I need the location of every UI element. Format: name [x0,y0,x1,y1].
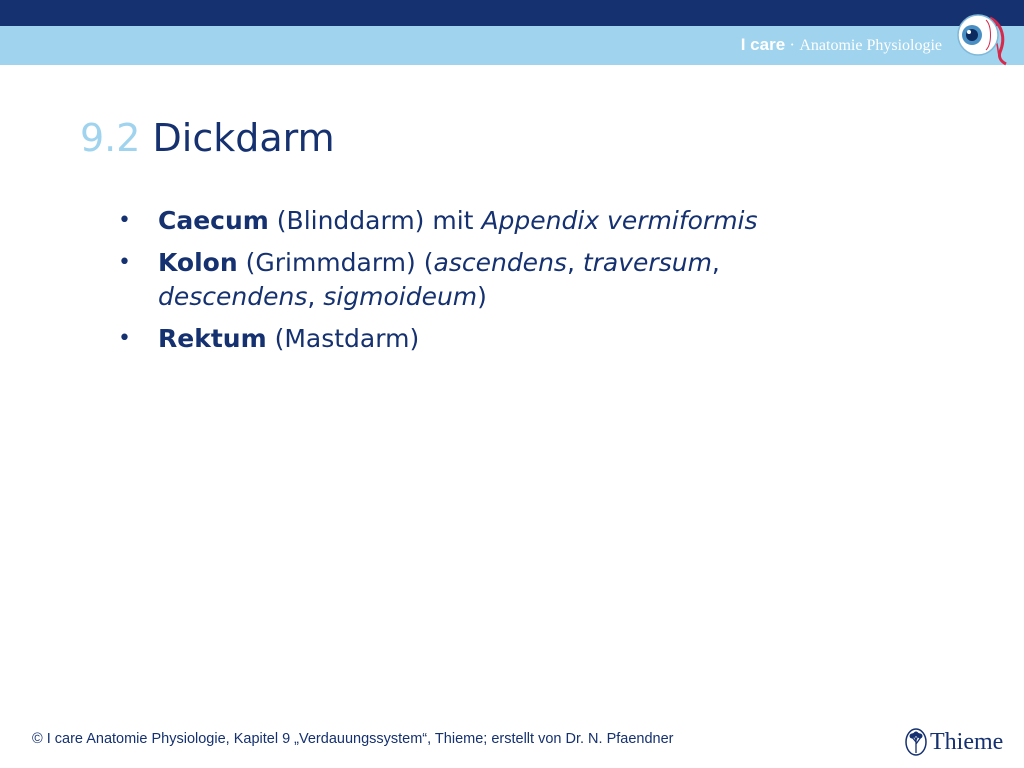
bullet-item-rektum [118,322,878,356]
bullet-item-kolon [118,246,878,314]
publisher-logo [905,726,1003,758]
bullet-icon: • [118,326,131,351]
bullet-icon: • [118,208,131,233]
term-bold: Caecum [158,206,269,235]
term-sep: , [711,248,720,277]
term-sep: , [566,248,583,277]
section-title: Dickdarm [152,116,335,160]
brand-strong: I care [740,35,786,54]
bullet-item-caecum [118,204,878,238]
top-bar [0,0,1024,26]
term-sep: ) [477,282,487,311]
term-bold: Rektum [158,324,267,353]
slide-title [80,112,335,164]
term-desc: (Grimmdarm) ( [237,248,434,277]
publisher-name: Thieme [930,729,1004,755]
tree-logo-icon [905,728,927,756]
brand-label [741,34,942,57]
term-latin: sigmoideum [323,282,478,311]
term-latin: traversum [582,248,712,277]
eye-logo-icon [950,8,1010,68]
footer-copyright: © I care Anatomie Physiologie, Kapitel 9 „Verdauungssystem“, Thieme; erstellt von Dr. N. Pfaendner [32,731,674,747]
bullet-list [118,204,878,364]
term-latin: ascendens [433,248,567,277]
section-number: 9.2 [80,116,141,160]
bullet-icon: • [118,250,131,275]
term-bold: Kolon [158,248,238,277]
term-desc: (Mastdarm) [266,324,420,353]
term-desc: (Blinddarm) mit [268,206,482,235]
term-sep: , [307,282,324,311]
brand-subtitle: Anatomie Physiologie [799,37,942,54]
term-latin: Appendix vermiformis [481,206,758,235]
term-latin: descendens [158,282,308,311]
brand-separator: · [785,35,800,54]
